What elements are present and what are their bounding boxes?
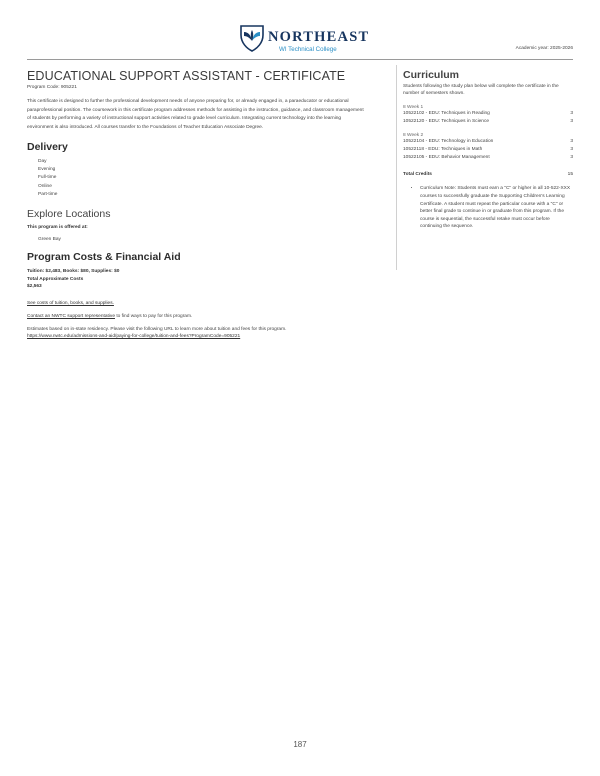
course-credits: 3 bbox=[570, 147, 573, 153]
contact-link[interactable]: Contact an NWTC support representative bbox=[27, 313, 115, 319]
week-label: 8 Week 1 bbox=[403, 105, 424, 110]
delivery-item: Day bbox=[38, 159, 47, 164]
academic-year: Academic year: 2025-2026 bbox=[515, 46, 573, 51]
week-group bbox=[396, 105, 573, 125]
course-credits: 3 bbox=[570, 118, 573, 124]
program-costs-heading: Program Costs & Financial Aid bbox=[27, 251, 181, 264]
course-row bbox=[403, 138, 573, 146]
contact-text: to find ways to pay for this program. bbox=[114, 313, 193, 319]
course-name: 10522104 - EDU: Technology in Education bbox=[403, 139, 494, 145]
total-credits-label: Total Credits bbox=[403, 172, 432, 178]
delivery-item: Online bbox=[38, 183, 52, 189]
header-divider bbox=[27, 59, 573, 60]
estimates-text: Estimates based on in-state residency. Please visit the following URL to learn more about tuition and fees for this program. bbox=[27, 326, 287, 332]
delivery-item: Evening bbox=[38, 167, 56, 173]
costs-summary bbox=[27, 268, 387, 291]
course-row bbox=[403, 110, 573, 118]
tuition-url-link[interactable]: https://www.nwtc.edu/admissions-and-aid/paying-for-college/tuition-and-fees?ProgramCode=905221 bbox=[27, 333, 241, 339]
program-code: Program Code: 905221 bbox=[27, 85, 77, 90]
curriculum-intro: Students following the study plan below will complete the certificate in the number of semesters shown. bbox=[403, 84, 559, 96]
contact-paragraph bbox=[27, 313, 387, 320]
delivery-item: Part-time bbox=[38, 191, 58, 197]
delivery-list bbox=[27, 158, 387, 199]
tuition-line: Tuition: $2,483, Books: $80, Supplies: $0 bbox=[27, 269, 120, 275]
offered-at-label: This program is offered at: bbox=[27, 225, 88, 231]
total-costs-value: $2,563 bbox=[27, 284, 42, 290]
course-name: 10522102 - EDU: Techniques in Reading bbox=[403, 111, 490, 116]
week-label: 8 Week 2 bbox=[403, 133, 424, 139]
curriculum-column bbox=[396, 69, 573, 231]
course-row bbox=[403, 154, 573, 162]
course-name: 10522105 - EDU: Behavior Management bbox=[403, 154, 490, 160]
week-group bbox=[396, 133, 573, 161]
total-credits-value: 15 bbox=[567, 172, 573, 178]
program-details-column bbox=[27, 69, 387, 340]
page-title: EDUCATIONAL SUPPORT ASSISTANT - CERTIFICATE bbox=[27, 69, 346, 83]
course-name: 10522118 - EDU: Techniques in Math bbox=[403, 147, 483, 153]
page-number: 187 bbox=[293, 740, 307, 749]
delivery-heading: Delivery bbox=[27, 141, 68, 153]
logo-subtitle: WI Technical College bbox=[279, 46, 337, 53]
curriculum-notes bbox=[396, 185, 573, 231]
course-credits: 3 bbox=[570, 111, 573, 116]
program-description: This certificate is designed to further the professional development needs of anyone preparing for, or already engaged in, a paraeducator or educational paraprofessional position. The coursework in this certificate program addresses methods for assisting in the instruction, guidance, and classroom management of students by performing a variety of instructional support activities related to grade level curriculum. Integrating current technology into the learning environment is also introduced. All courses transfer to the Foundations of Teacher Education Associate Degree. bbox=[27, 99, 364, 130]
curriculum-note: • Curriculum Note: Students must earn a "C" or higher in all 10-522-XXX courses to successfully graduate the Supporting Children's Learning Certificate. A student must repeat the particular course with a "C" or better final grade to continue in or graduate from this program. If the course is sequential, the successful retake must occur before continuing the sequence. bbox=[420, 185, 573, 231]
course-row bbox=[403, 146, 573, 154]
costs-link[interactable]: See costs of tuition, books, and supplies. bbox=[27, 300, 114, 306]
total-credits-row bbox=[396, 172, 573, 180]
northeast-logo bbox=[240, 24, 370, 54]
logo-name: NORTHEAST bbox=[268, 29, 370, 45]
course-row bbox=[403, 118, 573, 126]
course-credits: 3 bbox=[570, 154, 573, 160]
costs-link-paragraph bbox=[27, 300, 387, 307]
course-name: 10522120 - EDU: Techniques in Science bbox=[403, 118, 490, 124]
delivery-item: Full-time bbox=[38, 175, 57, 181]
curriculum-heading: Curriculum bbox=[403, 69, 460, 81]
explore-locations-heading: Explore Locations bbox=[27, 208, 111, 221]
page-header bbox=[0, 0, 600, 62]
shield-flame-icon bbox=[240, 24, 264, 52]
total-costs-label: Total Approximate Costs bbox=[27, 276, 84, 282]
location-item: Green Bay bbox=[38, 237, 61, 243]
estimates-paragraph bbox=[27, 326, 387, 340]
course-credits: 3 bbox=[570, 139, 573, 145]
